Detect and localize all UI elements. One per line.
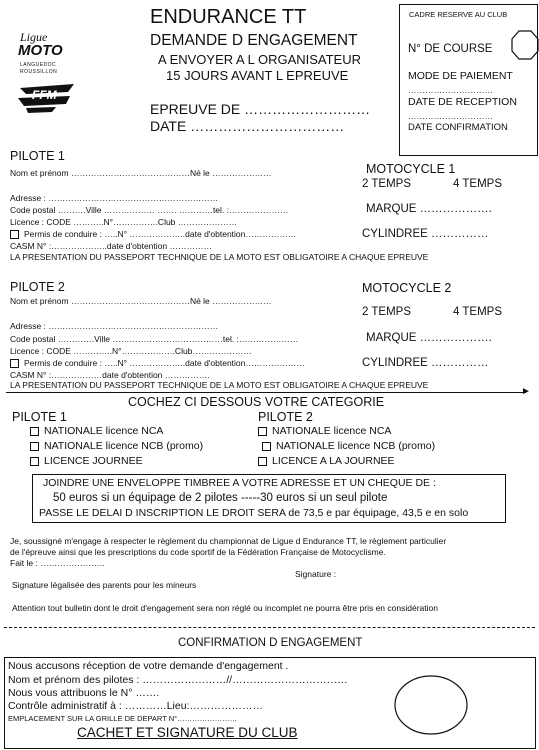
logo-region2: ROUSSILLON bbox=[20, 69, 58, 75]
p1-journee-label: LICENCE JOURNEE bbox=[44, 455, 143, 467]
categorie-pilote2: PILOTE 2 bbox=[258, 410, 313, 424]
pilote2-code[interactable]: Code postal ………….Ville …………………………………tel. :………………… bbox=[10, 334, 299, 344]
pilote1-code[interactable]: Code postal ……….Ville ……………… ……. …………tel. :………………… bbox=[10, 205, 289, 215]
pilote2-passeport-notice: LA PRESENTATION DU PASSEPORT TECHNIQUE DE LA MOTO EST OBLIGATOIRE A CHAQUE EPREUVE bbox=[10, 380, 429, 390]
pilote1-heading: PILOTE 1 bbox=[10, 149, 65, 163]
moto1-title: MOTOCYCLE 1 bbox=[366, 162, 456, 176]
pilote1-permis-row bbox=[10, 229, 296, 239]
payment-line1: JOINDRE UNE ENVELOPPE TIMBREE A VOTRE ADRESSE ET UN CHEQUE DE : bbox=[43, 477, 436, 489]
categorie-pilote1: PILOTE 1 bbox=[12, 410, 67, 424]
p1-nca-checkbox[interactable] bbox=[30, 427, 39, 436]
pilote1-passeport-notice: LA PRESENTATION DU PASSEPORT TECHNIQUE DE LA MOTO EST OBLIGATOIRE A CHAQUE EPREUVE bbox=[10, 252, 429, 262]
p1-nca-option[interactable] bbox=[30, 425, 163, 437]
confirmation-line1: Nous accusons réception de votre demande d'engagement . bbox=[8, 660, 289, 672]
moto1-marque[interactable]: MARQUE ………………. bbox=[366, 203, 492, 215]
engagement-text1: Je, soussigné m'engage à respecter le règlement du championnat de Ligue d Endurance TT, le règlement particulier bbox=[10, 536, 447, 546]
date-field[interactable]: DATE …………………………… bbox=[150, 118, 345, 134]
club-reserved-box bbox=[399, 4, 538, 156]
p2-journee-label: LICENCE A LA JOURNEE bbox=[272, 455, 395, 467]
pilote1-licence[interactable]: Licence : CODE ………..N°…………….Club ………………… bbox=[10, 217, 238, 227]
confirmation-line5[interactable]: EMPLACEMENT SUR LA GRILLE DE DEPART N°…………………… bbox=[8, 714, 238, 723]
moto2-marque[interactable]: MARQUE ………………. bbox=[366, 332, 492, 344]
moto2-2temps[interactable]: 2 TEMPS bbox=[362, 306, 411, 318]
moto1-4temps[interactable]: 4 TEMPS bbox=[453, 178, 502, 190]
moto2-4temps[interactable]: 4 TEMPS bbox=[453, 306, 502, 318]
attention-notice: Attention tout bulletin dont le droit d'engagement sera non réglé ou incomplet ne pourra être pris en considération bbox=[12, 603, 438, 613]
club-box-course: N° DE COURSE bbox=[408, 43, 493, 55]
confirmation-box bbox=[4, 657, 536, 749]
club-box-title: CADRE RESERVE AU CLUB bbox=[409, 10, 508, 19]
payment-line3: PASSE LE DELAI D INSCRIPTION LE DROIT SERA de 73,5 e par équipage, 43,5 e en solo bbox=[39, 507, 469, 519]
fait-le-field[interactable]: Fait le : ………………….. bbox=[10, 558, 105, 568]
signature-label: Signature : bbox=[295, 569, 337, 579]
p2-ncb-label: NATIONALE licence NCB (promo) bbox=[276, 440, 436, 452]
p1-journee-checkbox[interactable] bbox=[30, 457, 39, 466]
epreuve-field[interactable]: EPREUVE DE ……………………… bbox=[150, 101, 371, 117]
club-box-paiement: MODE DE PAIEMENT bbox=[408, 70, 513, 82]
payment-line2: 50 euros si un équipage de 2 pilotes -----30 euros si un seul pilote bbox=[53, 492, 388, 504]
page-subtitle: DEMANDE D ENGAGEMENT bbox=[150, 32, 358, 49]
pilote2-licence[interactable]: Licence : CODE …………..N°……………….Club………………… bbox=[10, 346, 252, 356]
page-title: ENDURANCE TT bbox=[150, 6, 307, 28]
club-box-dots2: ………………………… bbox=[408, 111, 493, 121]
pilote2-permis-checkbox[interactable] bbox=[10, 359, 19, 368]
payment-box bbox=[32, 474, 506, 523]
logo-ligue: Ligue bbox=[20, 30, 48, 44]
p1-ncb-option[interactable] bbox=[30, 440, 203, 452]
header-line2: 15 JOURS AVANT L EPREUVE bbox=[166, 68, 349, 83]
p2-nca-option[interactable] bbox=[258, 425, 391, 437]
signature-legalisee: Signature légalisée des parents pour les mineurs bbox=[12, 580, 197, 590]
confirmation-line2[interactable]: Nom et prénom des pilotes : ……………………//…………………………… bbox=[8, 674, 348, 686]
pilote1-adresse[interactable]: Adresse : …………………………………………………… bbox=[10, 193, 219, 203]
pilote2-permis-row bbox=[10, 358, 305, 368]
header-line1: A ENVOYER A L ORGANISATEUR bbox=[158, 52, 362, 67]
moto1-cylindree[interactable]: CYLINDREE …………… bbox=[362, 228, 489, 240]
p1-ncb-checkbox[interactable] bbox=[30, 442, 39, 451]
pilote2-casm[interactable]: CASM N° :………………date d'obtention ……………. bbox=[10, 370, 210, 380]
p2-ncb-option[interactable] bbox=[262, 440, 435, 452]
p1-ncb-label: NATIONALE licence NCB (promo) bbox=[44, 440, 204, 452]
pilote2-heading: PILOTE 2 bbox=[10, 280, 65, 294]
pilote2-nom[interactable]: Nom et prénom ……………………………………Né le ………………… bbox=[10, 296, 272, 306]
moto1-2temps[interactable]: 2 TEMPS bbox=[362, 178, 411, 190]
p2-journee-checkbox[interactable] bbox=[258, 457, 267, 466]
club-box-dots1: ………………………… bbox=[408, 85, 493, 95]
confirmation-title: CONFIRMATION D ENGAGEMENT bbox=[178, 637, 363, 649]
moto2-title: MOTOCYCLE 2 bbox=[362, 281, 452, 295]
logo-region1: LANGUEDOC bbox=[20, 62, 57, 68]
pilote2-permis[interactable]: Permis de conduire : …..N° ………………..date d'obtention………………… bbox=[24, 358, 305, 368]
p2-nca-label: NATIONALE licence NCA bbox=[272, 425, 392, 437]
p2-ncb-checkbox[interactable] bbox=[262, 442, 271, 451]
cut-line bbox=[4, 627, 535, 628]
p2-nca-checkbox[interactable] bbox=[258, 427, 267, 436]
section-divider-arrow bbox=[6, 392, 526, 393]
cachet-signature: CACHET ET SIGNATURE DU CLUB bbox=[77, 725, 298, 740]
arrow-head-icon: ► bbox=[521, 386, 531, 397]
categorie-title: COCHEZ CI DESSOUS VOTRE CATEGORIE bbox=[128, 395, 385, 409]
octagon-icon bbox=[511, 30, 539, 60]
logo bbox=[14, 30, 78, 120]
pilote1-permis-checkbox[interactable] bbox=[10, 230, 19, 239]
pilote1-casm[interactable]: CASM N° :………………..date d'obtention …………… bbox=[10, 241, 212, 251]
logo-ffm: FFM bbox=[32, 88, 57, 102]
engagement-text2: de l'épreuve ainsi que les prescriptions du code sportif de la Fédération Française de Motocyclisme. bbox=[10, 547, 386, 557]
pilote1-permis[interactable]: Permis de conduire : …..N° ………………..date d'obtention……………… bbox=[24, 229, 297, 239]
club-box-reception: DATE DE RECEPTION bbox=[408, 96, 517, 108]
confirmation-line3[interactable]: Nous vous attribuons le N° ……. bbox=[8, 687, 160, 699]
moto2-cylindree[interactable]: CYLINDREE …………… bbox=[362, 357, 489, 369]
stamp-oval-icon bbox=[393, 674, 469, 736]
p2-journee-option[interactable] bbox=[258, 455, 395, 467]
logo-moto: MOTO bbox=[18, 42, 63, 59]
pilote1-nom[interactable]: Nom et prénom ……………………………………Né le ………………… bbox=[10, 168, 272, 178]
p1-journee-option[interactable] bbox=[30, 455, 143, 467]
p1-nca-label: NATIONALE licence NCA bbox=[44, 425, 164, 437]
club-box-confirmation: DATE CONFIRMATION bbox=[408, 122, 508, 133]
confirmation-line4[interactable]: Contrôle administratif à : …………Lieu:………………… bbox=[8, 700, 263, 712]
pilote2-adresse[interactable]: Adresse : …………………………………………………… bbox=[10, 321, 219, 331]
